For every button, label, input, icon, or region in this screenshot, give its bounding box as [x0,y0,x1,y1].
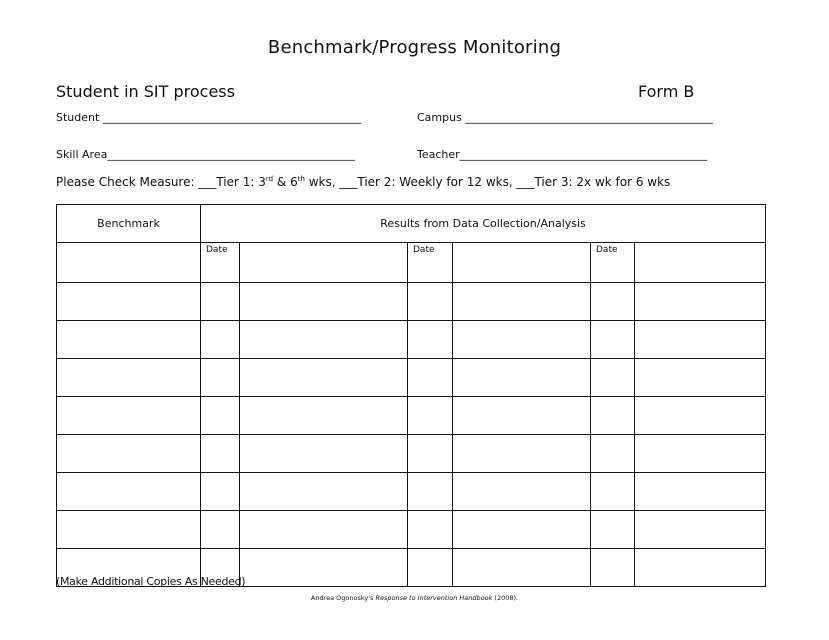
result-cell[interactable] [240,511,408,549]
result-cell[interactable] [453,435,591,473]
monitoring-table [56,204,766,587]
table-row [57,473,766,511]
table-row [57,359,766,397]
result-cell[interactable] [635,359,766,397]
result-cell[interactable] [240,473,408,511]
table-row [57,511,766,549]
date-label-row [57,243,766,283]
campus-field[interactable]: Campus _____________________________________________ [417,111,713,124]
date-cell[interactable] [591,359,635,397]
measure-sup-th: th [297,175,305,183]
date-cell[interactable]: Date [408,243,453,283]
date-cell[interactable] [408,549,453,587]
form-label: Form B [638,82,695,101]
date-cell[interactable] [201,283,240,321]
date-cell[interactable] [591,321,635,359]
result-cell[interactable] [240,359,408,397]
table-row [57,397,766,435]
benchmark-cell[interactable] [57,511,201,549]
date-cell[interactable] [408,397,453,435]
date-cell[interactable] [591,435,635,473]
skill-area-field[interactable]: Skill Area_____________________________________________ [56,148,355,161]
date-cell[interactable]: Date [591,243,635,283]
result-cell[interactable] [240,243,408,283]
date-cell[interactable] [408,435,453,473]
credit-book: Response to Intervention Handbook [375,594,493,602]
result-cell[interactable] [240,321,408,359]
date-cell[interactable] [201,397,240,435]
benchmark-cell[interactable] [57,321,201,359]
benchmark-cell[interactable] [57,473,201,511]
result-cell[interactable] [453,511,591,549]
benchmark-cell[interactable] [57,243,201,283]
benchmark-header: Benchmark [57,205,201,243]
measure-mid: & 6 [273,175,298,189]
date-cell[interactable] [408,359,453,397]
date-cell[interactable] [408,473,453,511]
result-cell[interactable] [635,283,766,321]
result-cell[interactable] [635,511,766,549]
measure-sup-rd: rd [265,175,274,183]
date-cell[interactable] [591,473,635,511]
benchmark-cell[interactable] [57,397,201,435]
result-cell[interactable] [240,549,408,587]
result-cell[interactable] [240,283,408,321]
table-row [57,321,766,359]
subtitle: Student in SIT process [56,82,235,101]
page-title: Benchmark/Progress Monitoring [267,37,562,58]
date-cell[interactable]: Date [201,243,240,283]
result-cell[interactable] [635,321,766,359]
table-body [57,243,766,587]
result-cell[interactable] [453,473,591,511]
date-cell[interactable] [591,397,635,435]
result-cell[interactable] [453,283,591,321]
student-field[interactable]: Student _______________________________________________ [56,111,362,124]
result-cell[interactable] [635,435,766,473]
date-cell[interactable] [408,283,453,321]
result-cell[interactable] [240,397,408,435]
benchmark-cell[interactable] [57,359,201,397]
result-cell[interactable] [635,473,766,511]
result-cell[interactable] [453,397,591,435]
result-cell[interactable] [453,549,591,587]
result-cell[interactable] [635,549,766,587]
result-cell[interactable] [635,243,766,283]
date-cell[interactable] [591,283,635,321]
result-cell[interactable] [453,321,591,359]
result-cell[interactable] [453,243,591,283]
table-row [57,435,766,473]
credit-prefix: Andrea Ogonosky's [310,594,376,602]
result-cell[interactable] [635,397,766,435]
measure-line [56,175,670,189]
credit-line [0,594,829,602]
date-cell[interactable] [591,511,635,549]
date-cell[interactable] [201,359,240,397]
date-cell[interactable] [201,473,240,511]
result-cell[interactable] [240,435,408,473]
benchmark-cell[interactable] [57,435,201,473]
measure-lead: Please Check Measure: ___Tier 1: 3 [56,175,266,189]
date-cell[interactable] [408,511,453,549]
date-cell[interactable] [201,511,240,549]
date-cell[interactable] [201,435,240,473]
teacher-field[interactable]: Teacher_____________________________________________ [417,148,708,161]
credit-suffix: (2008). [492,594,519,602]
measure-tail: wks, ___Tier 2: Weekly for 12 wks, ___Tier 3: 2x wk for 6 wks [304,175,671,189]
table-row [57,283,766,321]
date-cell[interactable] [408,321,453,359]
result-cell[interactable] [453,359,591,397]
copies-note: (Make Additional Copies As Needed) [56,575,246,588]
date-cell[interactable] [201,321,240,359]
results-header: Results from Data Collection/Analysis [201,205,766,243]
benchmark-cell[interactable] [57,283,201,321]
date-cell[interactable] [591,549,635,587]
